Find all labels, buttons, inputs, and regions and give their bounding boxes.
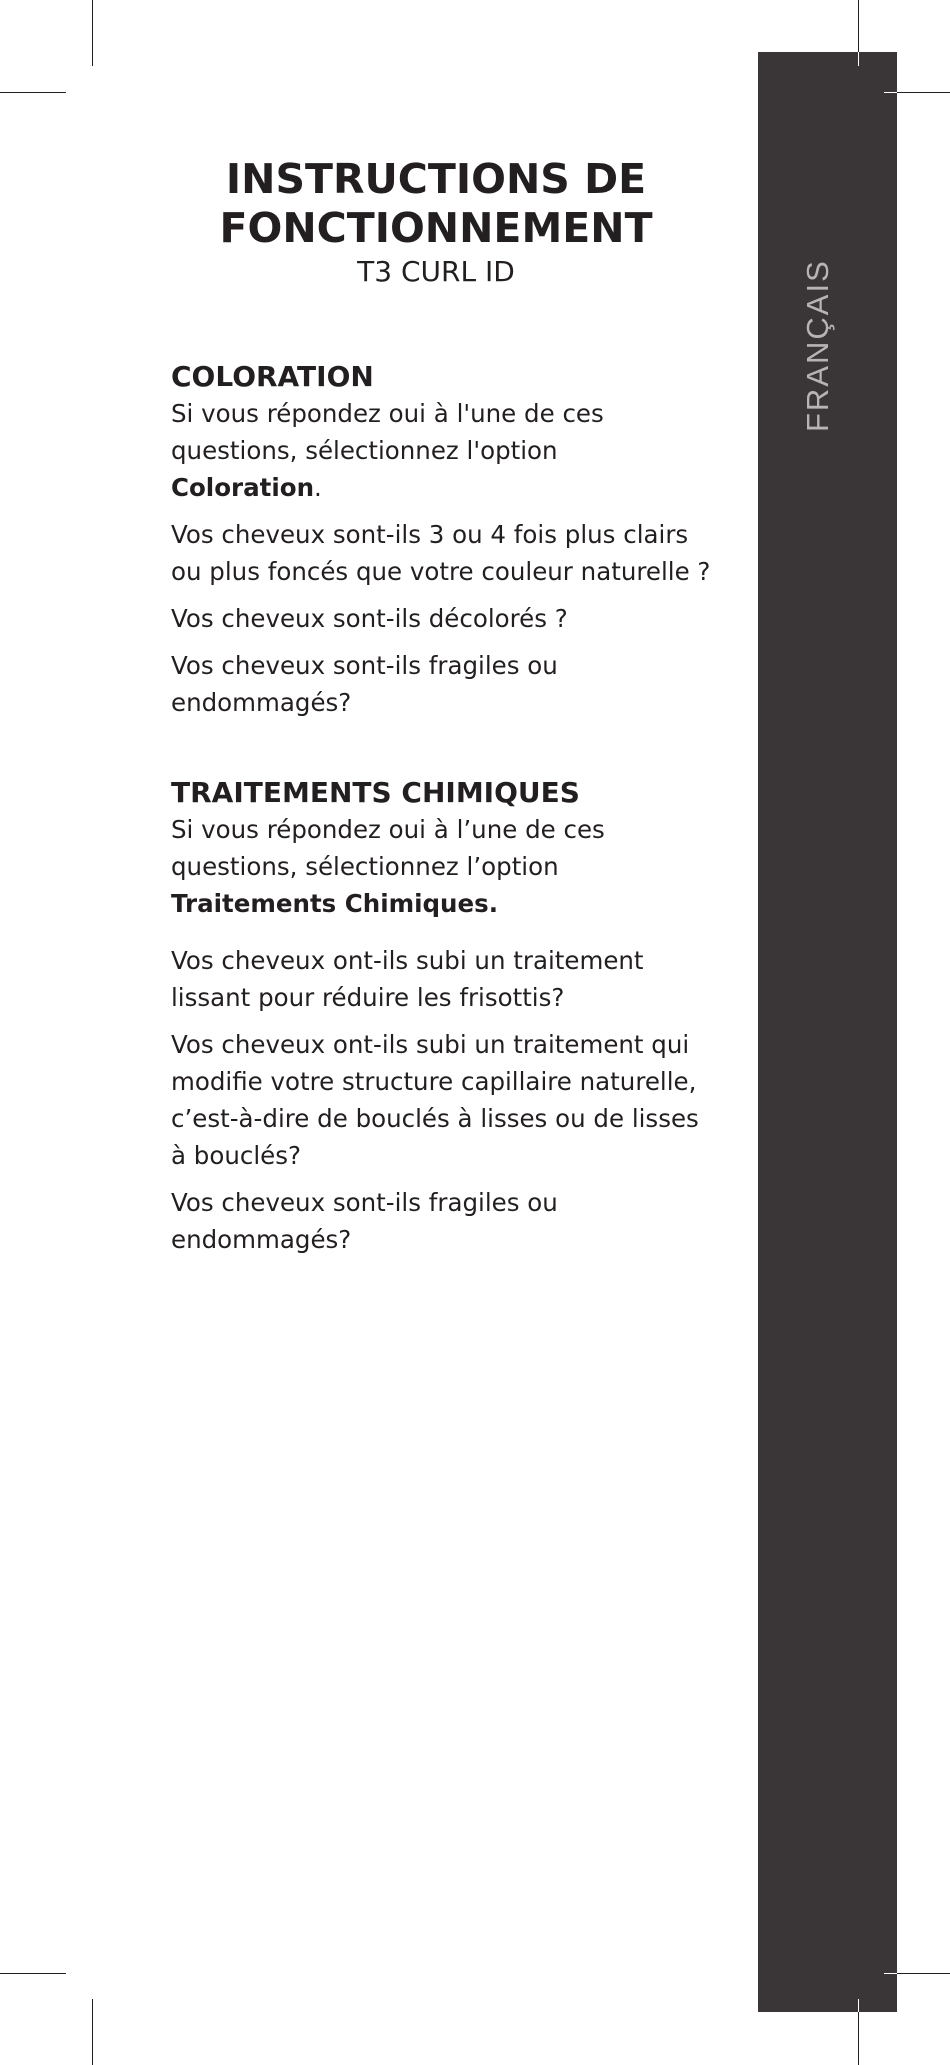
question-line: Vos cheveux sont-ils décolorés ? [171, 604, 568, 633]
crop-mark-bottom-left-horizontal [0, 1973, 66, 1974]
page-title [171, 155, 701, 253]
crop-mark-band-top-vertical [858, 52, 859, 66]
coloration-intro-line-1: Si vous répondez oui à l'une de ces [171, 399, 604, 428]
crop-mark-bottom-left-vertical [92, 1999, 93, 2065]
question-line: à bouclés? [171, 1141, 301, 1170]
crop-mark-top-left-horizontal [0, 92, 66, 93]
chemical-intro-line-1: Si vous répondez oui à l’une de ces [171, 815, 605, 844]
crop-mark-band-top-horizontal [884, 92, 897, 93]
question-line: endommagés? [171, 688, 352, 717]
page-title-line-1: INSTRUCTIONS DE [225, 155, 647, 203]
coloration-intro-line-2: questions, sélectionnez l'option [171, 436, 558, 465]
chemical-question [171, 942, 711, 1016]
question-line: Vos cheveux sont-ils fragiles ou [171, 1188, 558, 1217]
chemical-treatments-intro [171, 811, 711, 922]
question-line: Vos cheveux ont-ils subi un traitement [171, 946, 644, 975]
crop-mark-band-bottom-horizontal [884, 1973, 897, 1974]
crop-mark-band-bottom-vertical [858, 1999, 859, 2012]
chemical-intro-line-2: questions, sélectionnez l’option [171, 852, 559, 881]
chemical-treatments-section [171, 775, 711, 1268]
question-line: Vos cheveux sont-ils fragiles ou [171, 651, 558, 680]
question-line: c’est-à-dire de bouclés à lisses ou de lisses [171, 1104, 699, 1133]
page-title-line-2: FONCTIONNEMENT [219, 204, 653, 252]
coloration-intro [171, 395, 711, 506]
coloration-option: Coloration [171, 473, 315, 502]
chemical-question [171, 1026, 711, 1174]
question-line: ou plus foncés que votre couleur naturelle ? [171, 557, 711, 586]
product-name: T3 CURL ID [357, 255, 515, 288]
question-line: endommagés? [171, 1225, 352, 1254]
chemical-treatments-option: Traitements Chimiques. [171, 889, 499, 918]
chemical-treatments-heading: TRAITEMENTS CHIMIQUES [171, 776, 580, 809]
question-line: Vos cheveux sont-ils 3 ou 4 fois plus clairs [171, 520, 689, 549]
coloration-question [171, 647, 711, 721]
question-line: modifie votre structure capillaire naturelle, [171, 1067, 697, 1096]
coloration-heading: COLORATION [171, 360, 374, 393]
question-line: Vos cheveux ont-ils subi un traitement qui [171, 1030, 690, 1059]
coloration-question [171, 600, 711, 637]
coloration-section [171, 359, 711, 731]
question-line: lissant pour réduire les frisottis? [171, 983, 565, 1012]
coloration-question [171, 516, 711, 590]
chemical-question [171, 1184, 711, 1258]
crop-mark-top-left-vertical [92, 0, 93, 66]
language-label: FRANÇAIS [800, 259, 835, 432]
coloration-option-suffix: . [314, 473, 322, 502]
